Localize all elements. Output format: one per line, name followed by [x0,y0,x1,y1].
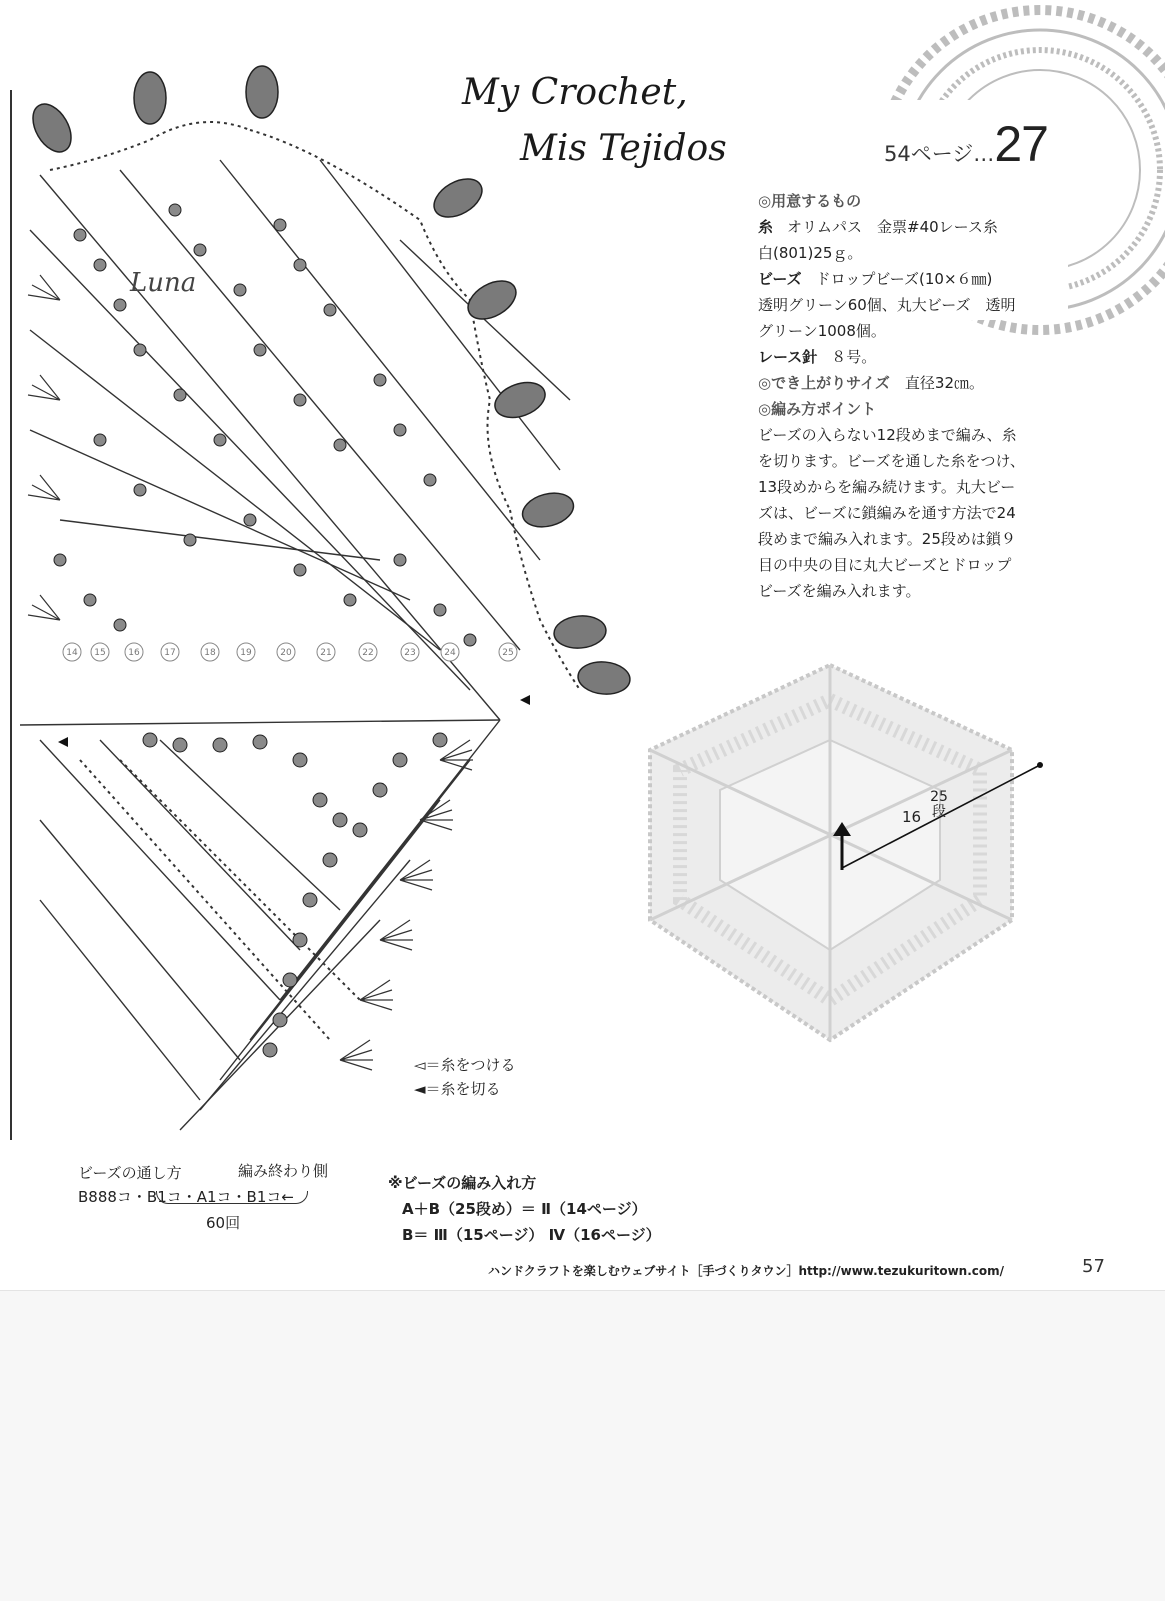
bead-order-sequence: B888コ・B1コ・A1コ・B1コ← [78,1188,294,1206]
points-line: を切ります。ビーズを通した糸をつけ、 [758,452,1025,470]
beads-value: ドロップビーズ(10×６㎜) [815,270,993,288]
points-line: ビーズを編み入れます。 [758,582,921,600]
size-value: 直径32㎝。 [904,374,984,392]
yarn-line2: 白(801)25ｇ。 [758,244,863,262]
hook-line [758,344,1058,370]
bead-order-title: ビーズの通し方 [78,1164,182,1182]
row-number-labels [66,648,513,658]
points-line: ビーズの入らない12段めまで編み、糸 [758,426,1017,444]
repeat-brace [156,1191,308,1204]
legend-cut-thread: ◄＝糸を切る [414,1080,501,1098]
row-number: 14 [66,648,78,658]
beads-label: ビーズ [758,270,802,288]
beads-line2: 透明グリーン60個、丸大ビーズ 透明 [758,296,1016,314]
pattern-reference [884,115,1048,173]
yarn-label: 糸 [758,218,774,236]
diameter-rows [930,790,948,820]
points-heading: ◎編み方ポイント [758,400,877,418]
points-line: 段めまで編み入れます。25段めは鎖９ [758,530,1016,548]
row-number: 24 [444,648,456,658]
diameter-rows-count: 25 [930,789,948,805]
row-number: 19 [240,648,252,658]
row-number: 22 [362,648,374,658]
bead-order-repeat: 60回 [206,1214,241,1232]
watermark-line2: Mis Tejidos [520,128,727,169]
row-number: 20 [280,648,292,658]
bead-method [388,1170,661,1248]
bead-method-line1: A＋B（25段め）＝ Ⅱ（14ページ） [402,1200,647,1218]
hook-label: レース針 [758,348,818,366]
row-number: 17 [164,648,176,658]
points-line: 13段めからを編み続けます。丸大ビー [758,478,1016,496]
row-number: 16 [128,648,140,658]
pattern-number: 27 [994,116,1048,172]
hook-value: ８号。 [831,348,877,366]
yarn-line [758,214,1058,240]
diameter-rows-unit: 段 [932,804,946,820]
materials-panel [758,188,1058,604]
bead-method-title: ※ビーズの編み入れ方 [388,1174,537,1192]
row-number: 18 [204,648,216,658]
beads-line [758,266,1058,292]
watermark-signature: Luna [130,268,197,298]
scan-paper-edge [0,1290,1165,1601]
size-heading: ◎でき上がりサイズ [758,374,890,392]
legend [414,1053,516,1101]
diameter-dimension: 16 [902,808,922,826]
watermark-line1: My Crochet, [462,72,688,113]
beads-line3: グリーン1008個。 [758,322,886,340]
row-number: 21 [320,648,332,658]
row-number: 25 [502,648,514,658]
yarn-value: オリムパス 金票#40レース糸 [787,218,998,236]
bead-order-end-side: 編み終わり側 [238,1162,329,1180]
points-line: ズは、ビーズに鎖編みを通す方法で24 [758,504,1016,522]
doily-photo [650,665,1043,1040]
page-ref-text: 54ページ… [884,142,995,166]
fan-stitches [28,275,473,1070]
footer-website: ハンドクラフトを楽しむウェブサイト［手づくりタウン］http://www.tezukuritown.com/ [488,1264,1005,1278]
materials-heading: ◎用意するもの [758,192,862,210]
row-number: 23 [404,648,416,658]
page-number: 57 [1082,1256,1105,1277]
size-line [758,370,1058,396]
legend-attach-thread: ◅＝糸をつける [414,1056,516,1074]
points-line: 目の中央の目に丸大ビーズとドロップ [758,556,1012,574]
bead-threading-order [78,1161,329,1232]
bead-method-line2: B＝ Ⅲ（15ページ） Ⅳ（16ページ） [402,1226,661,1244]
row-number: 15 [94,648,106,658]
